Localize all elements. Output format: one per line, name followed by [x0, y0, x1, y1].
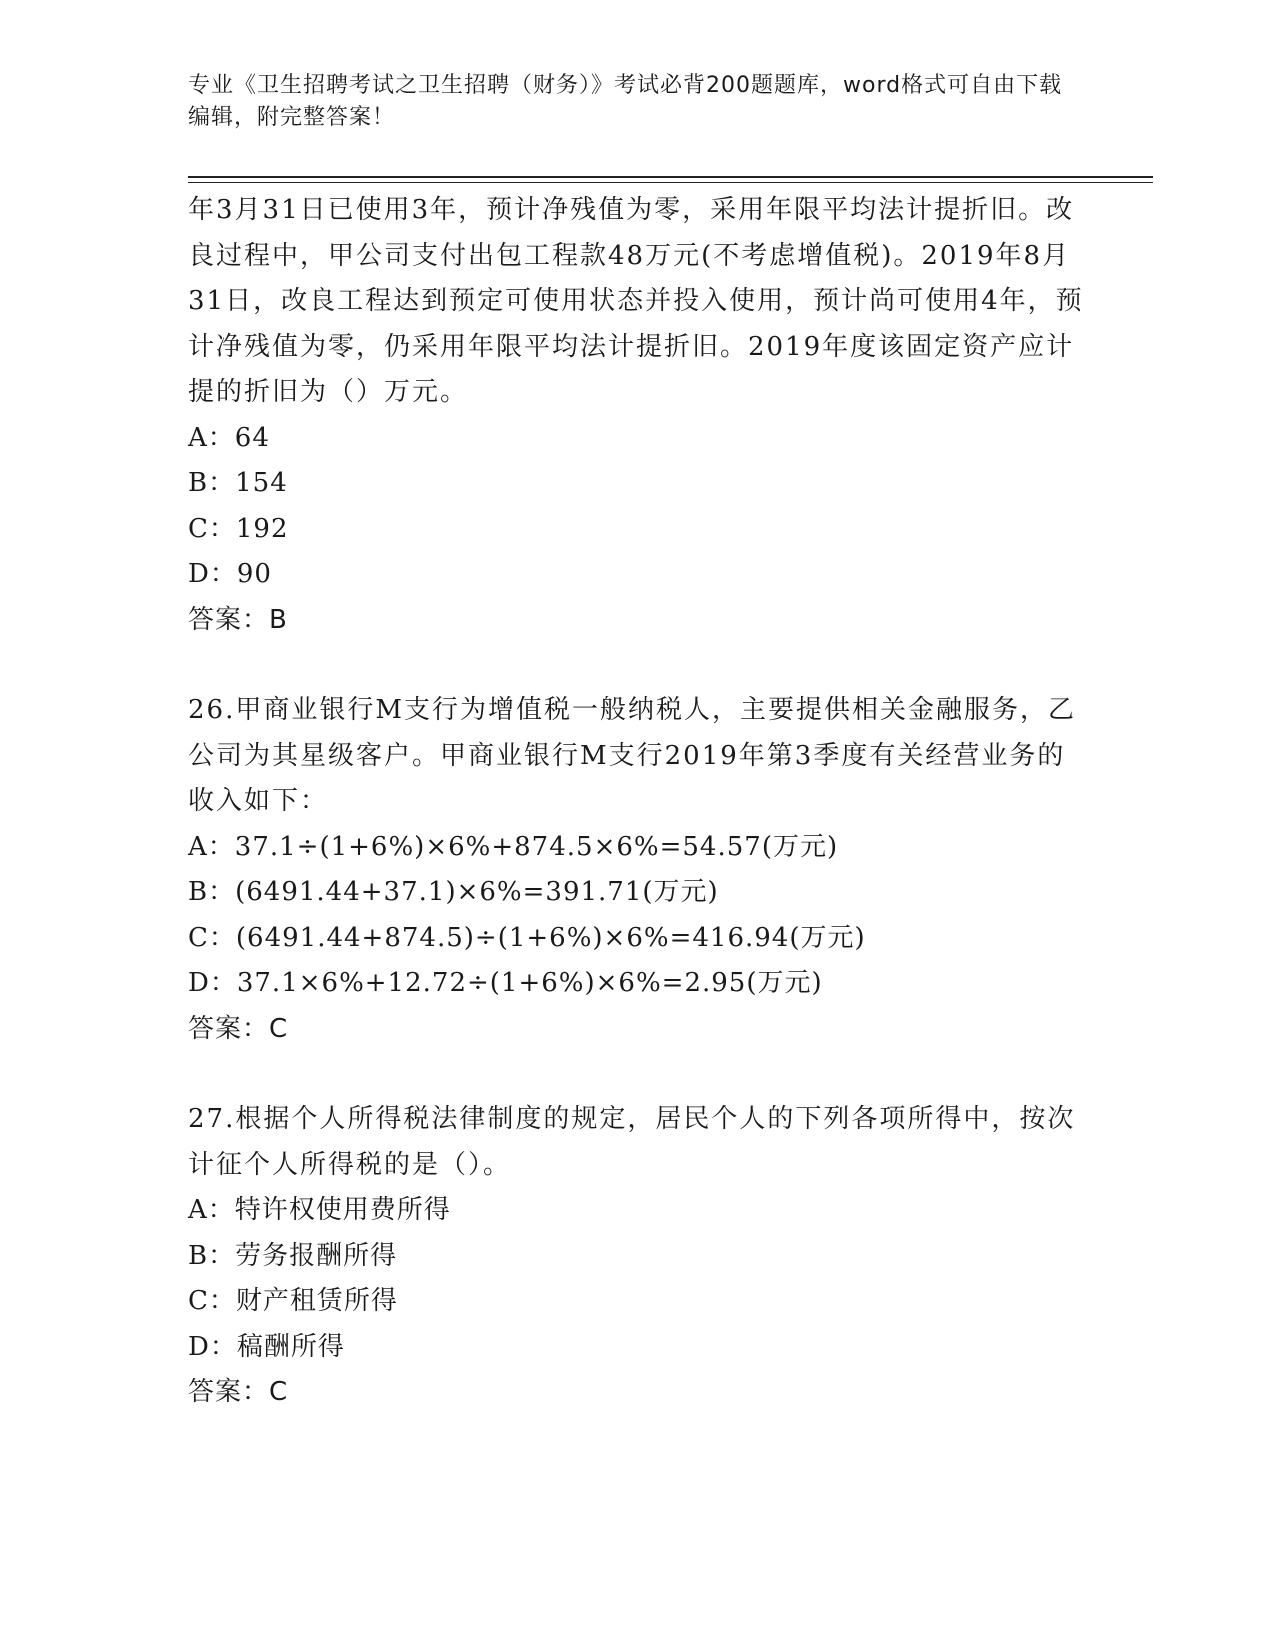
option-c: C：192 [188, 513, 289, 544]
document-body [188, 188, 1088, 1416]
question-spacer [188, 643, 1088, 688]
page-header-title: 专业《卫生招聘考试之卫生招聘（财务）》考试必背200题题库，word格式可自由下载编辑，附完整答案！ [188, 73, 1063, 130]
option-a: A：64 [188, 422, 270, 453]
option-b: B：(6491.44+37.1)×6%=391.71(万元) [188, 877, 719, 907]
option-b: B：劳务报酬所得 [188, 1240, 398, 1271]
option-d: D：稿酬所得 [188, 1331, 345, 1362]
question-text: 26.甲商业银行M支行为增值税一般纳税人，主要提供相关金融服务，乙公司为其星级客户。甲商业银行M支行2019年第3季度有关经营业务的收入如下： [188, 695, 1076, 816]
option-a: A：37.1÷(1+6%)×6%+874.5×6%=54.57(万元) [188, 831, 839, 862]
option-b: B：154 [188, 468, 288, 498]
answer-line: 答案：C [188, 1013, 289, 1044]
question-fragment [188, 188, 1088, 643]
answer-line: 答案：C [188, 1377, 289, 1407]
option-a: A：特许权使用费所得 [188, 1195, 451, 1225]
header-divider-thick [188, 176, 1153, 178]
answer-line: 答案：B [188, 604, 288, 635]
option-d: D：37.1×6%+12.72÷(1+6%)×6%=2.95(万元) [188, 968, 823, 998]
question-text: 27.根据个人所得税法律制度的规定，居民个人的下列各项所得中，按次计征个人所得税的是（）。 [188, 1104, 1076, 1180]
header-divider-thin [188, 182, 1153, 183]
question-26 [188, 688, 1088, 1052]
question-27 [188, 1097, 1088, 1416]
option-c: C：(6491.44+874.5)÷(1+6%)×6%=416.94(万元) [188, 922, 866, 953]
question-text: 年3月31日已使用3年，预计净残值为零，采用年限平均法计提折旧。改良过程中，甲公司支付出包工程款48万元(不考虑增值税)。2019年8月31日，改良工程达到预定可使用状态并投入使用，预计尚可使用4年，预计净残值为零，仍采用年限平均法计提折旧。2019年度该固定资产应计提的折旧为（）万元。 [188, 195, 1084, 407]
option-c: C：财产租赁所得 [188, 1286, 398, 1316]
question-spacer [188, 1052, 1088, 1097]
option-d: D：90 [188, 559, 272, 589]
